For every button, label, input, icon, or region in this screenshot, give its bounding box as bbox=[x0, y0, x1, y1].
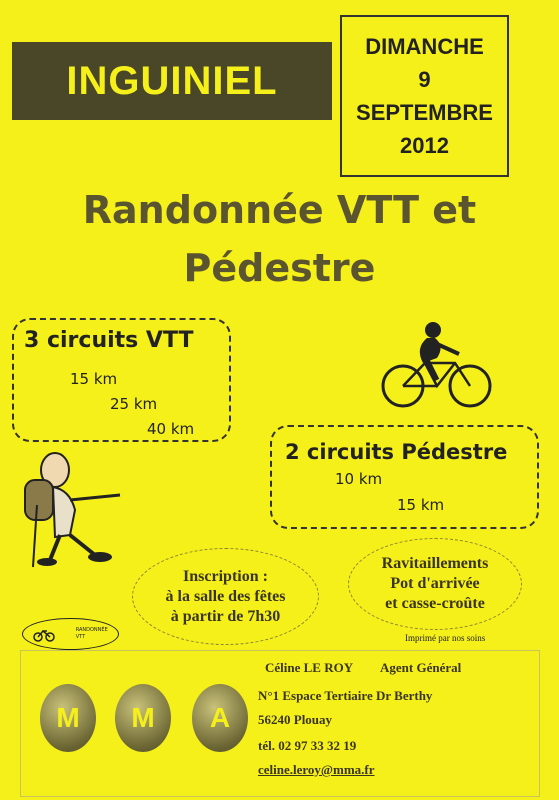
vtt-distance-3: 40 km bbox=[147, 420, 195, 438]
town-banner bbox=[12, 42, 332, 120]
vtt-heading: 3 circuits VTT bbox=[24, 328, 194, 353]
inscription-line3: à partir de 7h30 bbox=[170, 607, 281, 625]
printed-note: Imprimé par nos soins bbox=[405, 633, 486, 643]
event-title-line2: Pédestre bbox=[183, 246, 376, 290]
ravitaillement-line1: Ravitaillements bbox=[381, 555, 489, 572]
inscription-info bbox=[132, 548, 319, 645]
inscription-line2: à la salle des fêtes bbox=[165, 587, 286, 605]
club-logo-text-top: RANDONNÉE bbox=[75, 627, 108, 633]
date-year: 2012 bbox=[400, 133, 449, 158]
ravitaillement-line3: et casse-croûte bbox=[385, 595, 485, 612]
agent-name: Céline LE ROY bbox=[265, 660, 354, 675]
date-month: SEPTEMBRE bbox=[356, 100, 493, 125]
mma-logo-letter-3: A bbox=[192, 684, 248, 752]
date-box bbox=[340, 15, 509, 177]
vtt-distance-1: 15 km bbox=[70, 370, 118, 388]
date-day: DIMANCHE bbox=[365, 34, 484, 59]
agent-email[interactable]: celine.leroy@mma.fr bbox=[258, 762, 375, 777]
agent-title: Agent Général bbox=[380, 660, 462, 675]
agent-address-line2: 56240 Plouay bbox=[258, 712, 333, 727]
ravitaillement-line2: Pot d'arrivée bbox=[390, 575, 480, 592]
club-logo bbox=[22, 618, 119, 650]
date-number: 9 bbox=[418, 67, 431, 92]
mma-logo-letter-1: M bbox=[40, 684, 96, 752]
town-name: INGUINIEL bbox=[66, 58, 278, 103]
agent-phone: tél. 02 97 33 32 19 bbox=[258, 738, 357, 753]
club-logo-bike-icon bbox=[33, 626, 55, 642]
cyclist-illustration bbox=[375, 318, 495, 410]
hiker-illustration bbox=[15, 445, 135, 570]
agent-address-line1: N°1 Espace Tertiaire Dr Berthy bbox=[258, 688, 433, 703]
club-logo-text-bottom: VTT bbox=[75, 634, 86, 640]
pedestre-distance-2: 15 km bbox=[397, 496, 445, 514]
ravitaillement-info bbox=[348, 538, 522, 630]
mma-logo-letter-2: M bbox=[115, 684, 171, 752]
event-title-line1: Randonnée VTT et bbox=[82, 188, 477, 232]
inscription-line1: Inscription : bbox=[183, 567, 268, 585]
pedestre-distance-1: 10 km bbox=[335, 470, 383, 488]
pedestre-heading: 2 circuits Pédestre bbox=[285, 440, 508, 464]
vtt-distance-2: 25 km bbox=[110, 395, 158, 413]
